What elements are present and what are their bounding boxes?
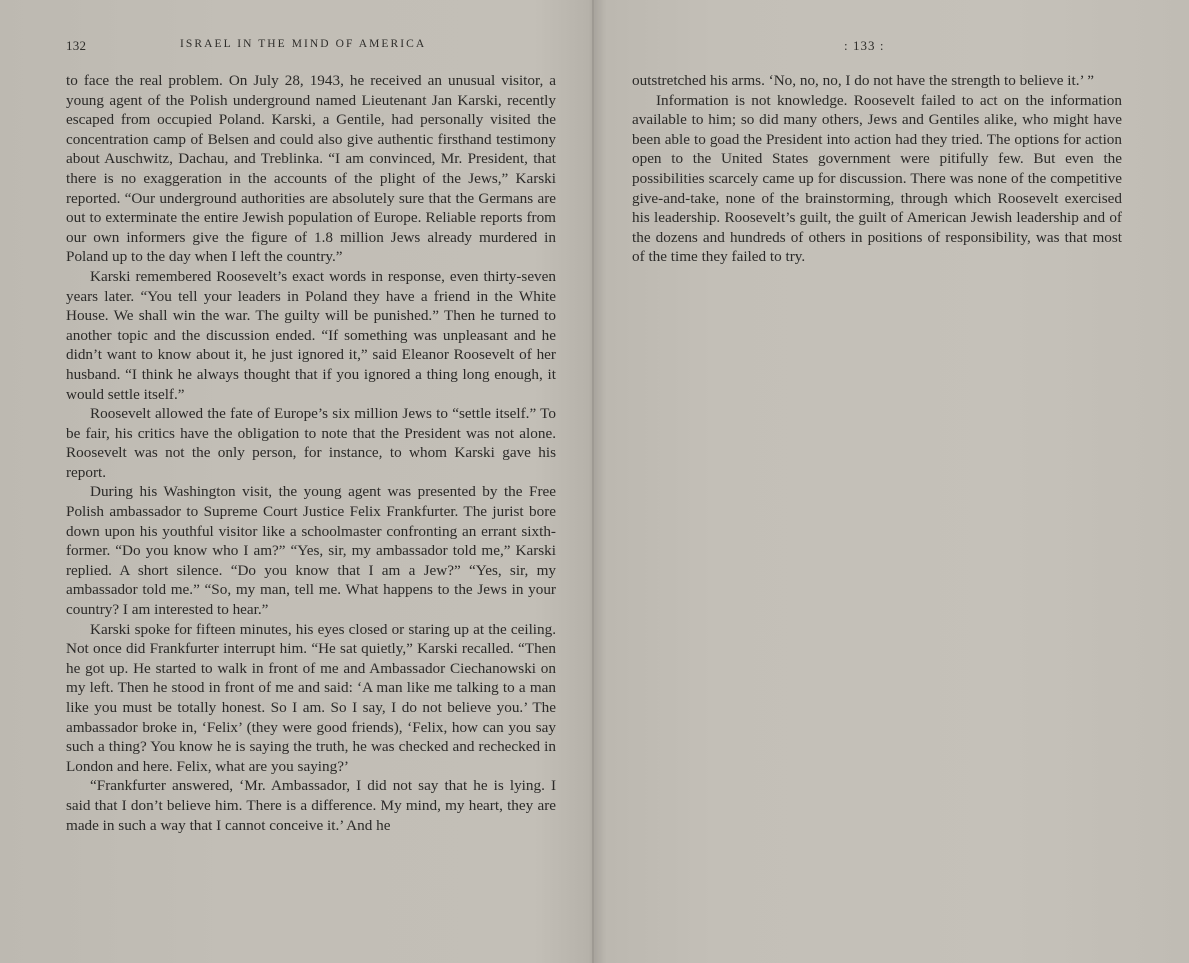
paragraph: Karski remembered Roosevelt’s exact words in response, even thirty-seven years later. “You tell your leaders in Poland they have a friend in the White House. We shall win the war. The guilty will be punished.” Then he turned to another topic and the discussion ended. “If something was unpleasant and he didn’t want to know about it, he just ignored it,” said Eleanor Roosevelt of her husband. “I think he always thought that if you ignored a thing long enough, it would settle itself.” [66, 267, 556, 403]
paragraph: outstretched his arms. ‘No, no, no, I do not have the strength to believe it.’ ” [632, 72, 1094, 89]
right-page-number: : 133 : [844, 38, 885, 53]
left-page-body [66, 71, 556, 835]
paragraph: Information is not knowledge. Roosevelt failed to act on the information available to him; so did many others, Jews and Gentiles alike, who might have been able to goad the President into action had they tried. The options for action open to the United States government were pitifully few. But even the possibilities scarcely came up for discussion. There was none of the competitive give-and-take, none of the brainstorming, through which Roosevelt exercised his leadership. Roosevelt’s guilt, the guilt of American Jewish leadership and of the dozens and hundreds of others in positions of responsibility, was that most of the time they failed to try. [632, 91, 1122, 266]
right-page-body [632, 71, 1122, 267]
left-page-number: 132 [66, 38, 87, 53]
paragraph: to face the real problem. On July 28, 1943, he received an unusual visitor, a young agent of the Polish underground named Lieutenant Jan Karski, recently escaped from occupied Poland. Karski, a Gentile, had personally visited the concentration camp of Belsen and could also give authentic firsthand testimony about Auschwitz, Dachau, and Treblinka. “I am convinced, Mr. President, that there is no exaggeration in the accounts of the plight of the Jews,” Karski reported. “Our underground authorities are absolutely sure that the Germans are out to exterminate the entire Jewish population of Europe. Reliable reports from our own informers give the figure of 1.8 million Jews already murdered in Poland up to the day when I left the country.” [66, 72, 556, 266]
paragraph: “Frankfurter answered, ‘Mr. Ambassador, I did not say that he is lying. I said that I don’t believe him. There is a difference. My mind, my heart, they are made in such a way that I cannot conceive it.’ And he [66, 777, 556, 834]
running-title: ISRAEL IN THE MIND OF AMERICA [180, 38, 427, 50]
paragraph: Karski spoke for fifteen minutes, his eyes closed or staring up at the ceiling. Not once did Frankfurter interrupt him. “He sat quietly,” Karski recalled. “Then he got up. He started to walk in front of me and Ambassador Ciechanowski on my left. Then he stood in front of me and said: ‘A man like me talking to a man like you must be totally honest. So I am. So I say, I do not believe you.’ The ambassador broke in, ‘Felix’ (they were good friends), ‘Felix, how can you say such a thing? You know he is saying the truth, he was checked and rechecked in London and here. Felix, what are you saying?’ [66, 620, 556, 775]
paragraph: Roosevelt allowed the fate of Europe’s six million Jews to “settle itself.” To be fair, his critics have the obligation to note that the President was not alone. Roosevelt was not the only person, for instance, to whom Karski gave his report. [66, 405, 556, 481]
paragraph: During his Washington visit, the young agent was presented by the Free Polish ambassador to Supreme Court Justice Felix Frankfurter. The jurist bore down upon his youthful visitor like a schoolmaster confronting an errant sixth-former. “Do you know who I am?” “Yes, sir, my ambassador told me,” Karski replied. A short silence. “Do you know that I am a Jew?” “Yes, sir, my ambassador told me.” “So, my man, tell me. What happens to the Jews in your country? I am interested to hear.” [66, 483, 556, 619]
book-gutter [592, 0, 594, 963]
